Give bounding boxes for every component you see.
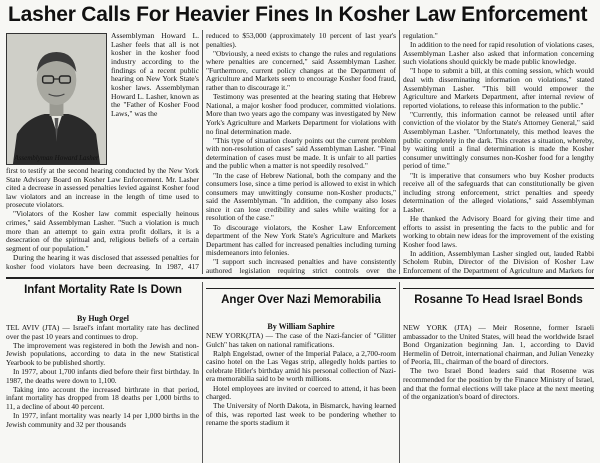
rosanne-headline: Rosanne To Head Israel Bonds (414, 294, 583, 306)
paragraph: regulation." (403, 32, 438, 40)
paragraph: Testimony was presented at the hearing stating that Hebrew National, a major kosher food producer, committed violations. More than two years ago the company was investigated by New York's Agriculture and Markets Department for violations with no final determination made. (206, 92, 396, 136)
paragraph: TEL AVIV (JTA) — Israel's infant mortality rate has declined over the past 10 years and continues to drop. (6, 324, 199, 341)
paragraph: "I hope to submit a bill, at this coming session, which would deal with disseminating information on violations," stated Assemblyman Lasher. "This bill would empower the Agriculture and Markets Department, after internal review of reported violations, to release this information to the public." (403, 66, 594, 110)
portrait-icon (7, 34, 106, 164)
paragraph: In 1977, about 1,700 infants died before their first birthday. In 1987, the deaths were down to 1,100. (6, 366, 199, 385)
paragraph: Hotel employees are invited or coerced to attend, it has been charged. (206, 383, 396, 402)
infant-byline: By Hugh Orgel (76, 314, 129, 323)
section-divider (6, 277, 594, 279)
photo-caption: Assemblyman Howard Lasher (14, 154, 99, 162)
nazi-byline: By William Saphire (267, 322, 335, 331)
photo-howard-lasher (6, 33, 107, 165)
main-headline: Lasher Calls For Heavier Fines In Kosher Law Enforcement (8, 3, 588, 26)
article-lasher-col2 (206, 32, 396, 275)
paragraph: Ralph Engelstad, owner of the Imperial Palace, a 2,700-room casino hotel on the Las Vegas strip, allegedly holds parties to celebrate Hitler's birthday amid his personal collection of Nazi-era memorabilia said to be worth millions. (206, 348, 396, 384)
paragraph: "Violators of the Kosher law commit especially heinous crimes," said Assemblyman Lasher. "Such a violation is much more than an attempt to gain extra profit dollars, it is a desecration of the spiritual and, religious beliefs of a certain segment of our population." (6, 209, 199, 253)
paragraph: "I support such increased penalties and have consistently authored legislation requiring strict controls over the (206, 257, 396, 275)
column-rule (202, 282, 203, 463)
paragraph: "In the case of Hebrew National, both the company and the consumers lose, since a time period is allowed to exist in which consumers may unwittingly consume non-Kosher products," said the Assemblyman. "In addition, the company also loses since it can lose credibility and sales while waiting for a resolution of the case." (206, 170, 396, 223)
paragraph: To discourage violators, the Kosher Law Enforcement department of the New York State's Agriculture and Markets Department has called for increased penalties including turning misdemeanors into felonies. (206, 222, 396, 258)
paragraph: The improvement was registered in both the Jewish and non-Jewish populations, according to data in the new Statistical Yearbook to be published shortly. (6, 340, 199, 367)
paragraph: In 1977, infant mortality was nearly 14 per 1,000 births in the Jewish community and 32 per thousands (6, 410, 199, 429)
article-lasher-col3 (403, 32, 594, 275)
paragraph: "This type of situation clearly points out the current problem with non-resolution of cases" said Assemblyman Lasher. "Final determination of cases must be made. It is unfair to all parties and the public when a matter is not speedily resolved." (206, 135, 396, 171)
paragraph: "Currently, this information cannot be released until after conviction of the violator by the State's Attorney General," said Assemblyman Lasher. "Unfortunately, this method leaves the public completely in the dark. This creates a situation, whereby, by waiting until a final determination is made the Kosher consumer unwittingly consumes non-Kosher food for a lengthy period of time." (403, 109, 594, 171)
paragraph: first to testify at the second hearing conducted by the New York State Advisory Board on Kosher Law Enforcement. Mr. Lasher cited a decrease in assessed penalties levied against Kosher food law violators and an increase in the length of time used to prosecute violators. (6, 167, 199, 210)
column-rule (399, 282, 400, 463)
paragraph: reduced to $53,000 (approximately 10 percent of last year's penalties). (206, 32, 396, 49)
paragraph: "It is imperative that consumers who buy Kosher products receive all of the safeguards that can constitutionally be given including strong enforcement, strict penalties and speedy determination of the alleged violations," said Assemblyman Lasher. (403, 170, 594, 214)
column-rule (202, 30, 203, 274)
paragraph: Taking into account the increased birthrate in that period, infant mortality has dropped from 18 deaths per 1,000 births to 11, a decline of about 40 percent. (6, 384, 199, 411)
nazi-headline: Anger Over Nazi Memorabilia (221, 294, 381, 306)
paragraph: In addition to the need for rapid resolution of violations cases, Assemblyman Lasher also asked that information concerning such violations should quickly be made public knowledge. (403, 40, 594, 67)
article-infant-mortality (6, 324, 199, 462)
article-lasher-wrap (111, 32, 199, 167)
paragraph: In addition, Assemblyman Lasher singled out, lauded Rabbi Scholem Rubin, Director of the Division of Kosher Law Enforcement of the Department of Agriculture and Markets for (403, 248, 594, 275)
column-rule (399, 30, 400, 274)
article-nazi-memorabilia (206, 332, 396, 462)
headline-rule (403, 288, 594, 289)
article-lasher-col1 (6, 167, 199, 271)
article-rosanne-israel-bonds (403, 324, 594, 462)
paragraph: NEW YORK (JTA) — Meir Rosenne, former Israeli ambassador to the United States, will head the worldwide Israel Bond Organization beginning Jan. 1, according to David Hermelin of Detroit, international chairman, and Julian Venezky of Peoria, Ill., chairman of the board of directors. (403, 324, 594, 367)
headline-rule (206, 288, 396, 289)
paragraph: "Obviously, a need exists to change the rules and regulations where penalties are concerned," said Assemblyman Lasher. "Furthermore, current policy changes at the Department of Agriculture and Markets seem to encourage Kosher food fraud, rather than to discourage it." (206, 48, 396, 93)
infant-headline: Infant Mortality Rate Is Down (24, 284, 182, 296)
paragraph: During the hearing it was disclosed that assessed penalties for kosher food violators have been decreasing. In 1987, 417 (6, 252, 199, 271)
paragraph: The University of North Dakota, in Bismarck, having learned of this, was reported last week to be pondering whether to rename the sports stadium it (206, 401, 396, 428)
paragraph: Assemblyman Howard L. Lasher feels that all is not kosher in the kosher food industry according to the findings of a recent public hearing on New York State's kosher laws. Assemblyman Howard L. Lasher, known as the "Father of Kosher Food Laws," was the (111, 32, 199, 118)
paragraph: NEW YORK(JTA) — The case of the Nazi-fancier of "Glitter Gulch" has taken on national ramifications. (206, 332, 396, 349)
paragraph: The two Israel Bond leaders said that Rosenne was recommended for the position by the Finance Ministry of Israel, and that the formal elections will take place at the next meeting of the organization's board of directors. (403, 366, 594, 402)
paragraph: He thanked the Advisory Board for giving their time and efforts to assist in presenting the facts to the public and for working to obtain new ideas for the improvement of the existing Kosher food laws. (403, 213, 594, 249)
